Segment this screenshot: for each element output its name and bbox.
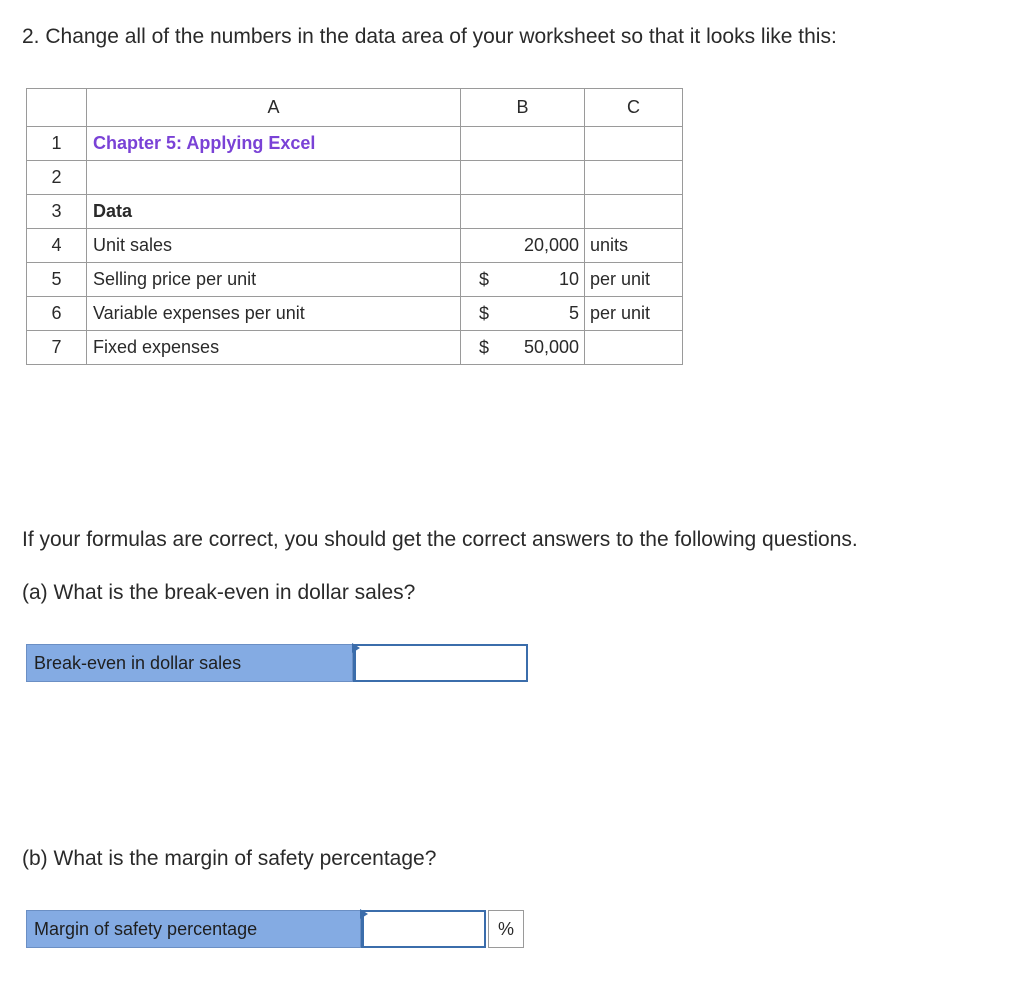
margin-of-safety-input-wrap	[361, 910, 486, 948]
table-row	[27, 161, 683, 195]
table-row	[27, 195, 683, 229]
table-row	[27, 263, 683, 297]
cell-c	[585, 161, 683, 195]
input-flag-icon	[360, 909, 368, 919]
column-header-b: B	[461, 89, 585, 127]
break-even-input[interactable]	[353, 644, 528, 682]
spreadsheet-table	[26, 88, 683, 365]
row-number: 1	[27, 127, 87, 161]
row-number: 6	[27, 297, 87, 331]
cell-c	[585, 195, 683, 229]
row-number: 2	[27, 161, 87, 195]
input-flag-icon	[352, 643, 360, 653]
row-number: 3	[27, 195, 87, 229]
selling-price-unit: per unit	[585, 263, 683, 297]
break-even-input-wrap	[353, 644, 528, 682]
cell-b	[461, 127, 585, 161]
table-row	[27, 297, 683, 331]
question-a-text: (a) What is the break-even in dollar sales?	[22, 581, 416, 604]
margin-of-safety-answer-row	[26, 910, 524, 948]
fixed-expenses-label: Fixed expenses	[87, 331, 461, 365]
table-row	[27, 331, 683, 365]
data-section-label: Data	[87, 195, 461, 229]
instruction-heading: 2. Change all of the numbers in the data area of your worksheet so that it looks like this:	[22, 25, 837, 48]
value-text: 20,000	[523, 235, 579, 255]
variable-expenses-unit: per unit	[585, 297, 683, 331]
break-even-label: Break-even in dollar sales	[26, 644, 353, 682]
cell-c	[585, 127, 683, 161]
value-text: 5	[568, 303, 579, 323]
column-header-c: C	[585, 89, 683, 127]
currency-symbol: $	[479, 269, 490, 289]
selling-price-value	[461, 263, 585, 297]
percent-unit-label: %	[488, 910, 524, 948]
cell-b	[461, 161, 585, 195]
row-number: 5	[27, 263, 87, 297]
cell-c	[585, 331, 683, 365]
margin-of-safety-label: Margin of safety percentage	[26, 910, 361, 948]
margin-of-safety-input[interactable]	[361, 910, 486, 948]
column-header-a: A	[87, 89, 461, 127]
sheet-title-cell: Chapter 5: Applying Excel	[87, 127, 461, 161]
table-row	[27, 127, 683, 161]
variable-expenses-label: Variable expenses per unit	[87, 297, 461, 331]
variable-expenses-value	[461, 297, 585, 331]
instructions-text: If your formulas are correct, you should get the correct answers to the following questions.	[22, 528, 858, 551]
unit-sales-label: Unit sales	[87, 229, 461, 263]
fixed-expenses-value	[461, 331, 585, 365]
cell-a	[87, 161, 461, 195]
corner-cell	[27, 89, 87, 127]
currency-symbol: $	[479, 303, 490, 323]
row-number: 7	[27, 331, 87, 365]
unit-sales-unit: units	[585, 229, 683, 263]
unit-sales-value	[461, 229, 585, 263]
column-header-row	[27, 89, 683, 127]
question-b-text: (b) What is the margin of safety percentage?	[22, 847, 437, 870]
cell-b	[461, 195, 585, 229]
table-row	[27, 229, 683, 263]
selling-price-label: Selling price per unit	[87, 263, 461, 297]
row-number: 4	[27, 229, 87, 263]
value-text: 50,000	[523, 337, 579, 357]
value-text: 10	[558, 269, 579, 289]
break-even-answer-row	[26, 644, 528, 682]
currency-symbol: $	[479, 337, 490, 357]
